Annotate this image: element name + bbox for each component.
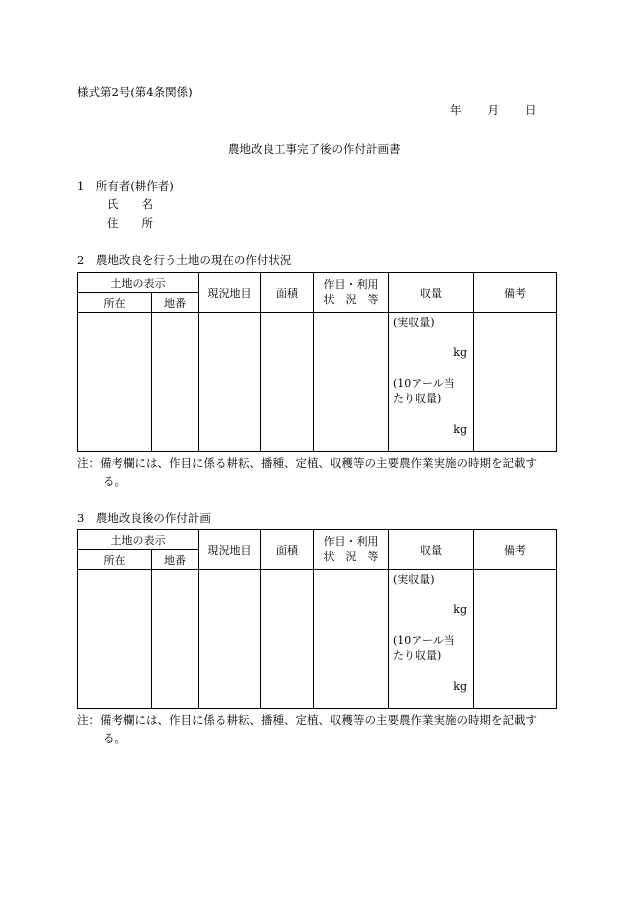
crop-usage-header [314,530,389,570]
lot-number-header: 地番 [152,293,199,313]
date-day: 日 [525,103,537,117]
table1-note [77,454,562,491]
table1-note-line2: る。 [103,474,126,489]
land-display-header: 土地の表示 [78,530,199,550]
remarks-header: 備考 [474,530,557,570]
crop-usage-header [314,273,389,313]
table2-note [77,711,562,748]
section3-heading: 3 農地改良後の作付計画 [77,511,211,525]
area-header: 面積 [261,530,314,570]
actual-yield-label: (実収量) [393,573,435,586]
current-category-cell[interactable] [199,570,261,709]
section1-heading: 1 所有者(耕作者) [77,179,174,193]
planned-crop-table [77,529,557,709]
form-number: 様式第2号(第4条関係) [77,85,193,99]
per-10a-label-line1: (10アール当 [393,634,455,647]
actual-yield-unit: kg [453,346,467,359]
lot-number-header: 地番 [152,550,199,570]
table1-note-line1: 注：備考欄には、作目に係る耕耘、播種、定植、収穫等の主要農作業実施の時期を記載す [77,456,537,470]
owner-name-label: 氏 名 [107,197,153,211]
lot-number-cell[interactable] [152,313,199,452]
yield-header: 収量 [389,273,474,313]
location-cell[interactable] [78,313,152,452]
table2-note-line1: 注：備考欄には、作目に係る耕耘、播種、定植、収穫等の主要農作業実施の時期を記載す [77,713,537,727]
lot-number-cell[interactable] [152,570,199,709]
table2-note-line2: る。 [103,731,126,746]
date-month: 月 [487,103,499,117]
actual-yield-unit: kg [453,603,467,616]
current-category-header: 現況地目 [199,273,261,313]
crop-usage-cell[interactable] [314,570,389,709]
crop-usage-line2: 状 況 等 [323,292,379,306]
crop-usage-cell[interactable] [314,313,389,452]
current-category-header: 現況地目 [199,530,261,570]
crop-usage-line2: 状 況 等 [323,549,379,563]
date-line [450,104,537,118]
document-title: 農地改良工事完了後の作付計画書 [228,142,401,156]
current-category-cell[interactable] [199,313,261,452]
owner-address-label: 住 所 [107,216,153,230]
remarks-cell[interactable] [474,313,557,452]
per-10a-label-line2: たり収量) [393,649,442,662]
crop-usage-line1: 作目・利用 [323,277,379,291]
per-10a-unit: kg [453,423,467,436]
actual-yield-label: (実収量) [393,316,435,329]
per-10a-unit: kg [453,680,467,693]
remarks-header: 備考 [474,273,557,313]
area-cell[interactable] [261,313,314,452]
location-header: 所在 [78,293,152,313]
yield-cell[interactable] [389,570,474,709]
per-10a-label-line1: (10アール当 [393,377,455,390]
yield-header: 収量 [389,530,474,570]
remarks-cell[interactable] [474,570,557,709]
current-crop-table [77,272,557,452]
land-display-header: 土地の表示 [78,273,199,293]
crop-usage-line1: 作目・利用 [323,534,379,548]
area-header: 面積 [261,273,314,313]
section2-heading: 2 農地改良を行う土地の現在の作付状況 [77,253,292,267]
per-10a-label-line2: たり収量) [393,392,442,405]
location-cell[interactable] [78,570,152,709]
date-year: 年 [450,103,462,117]
yield-cell[interactable] [389,313,474,452]
area-cell[interactable] [261,570,314,709]
location-header: 所在 [78,550,152,570]
